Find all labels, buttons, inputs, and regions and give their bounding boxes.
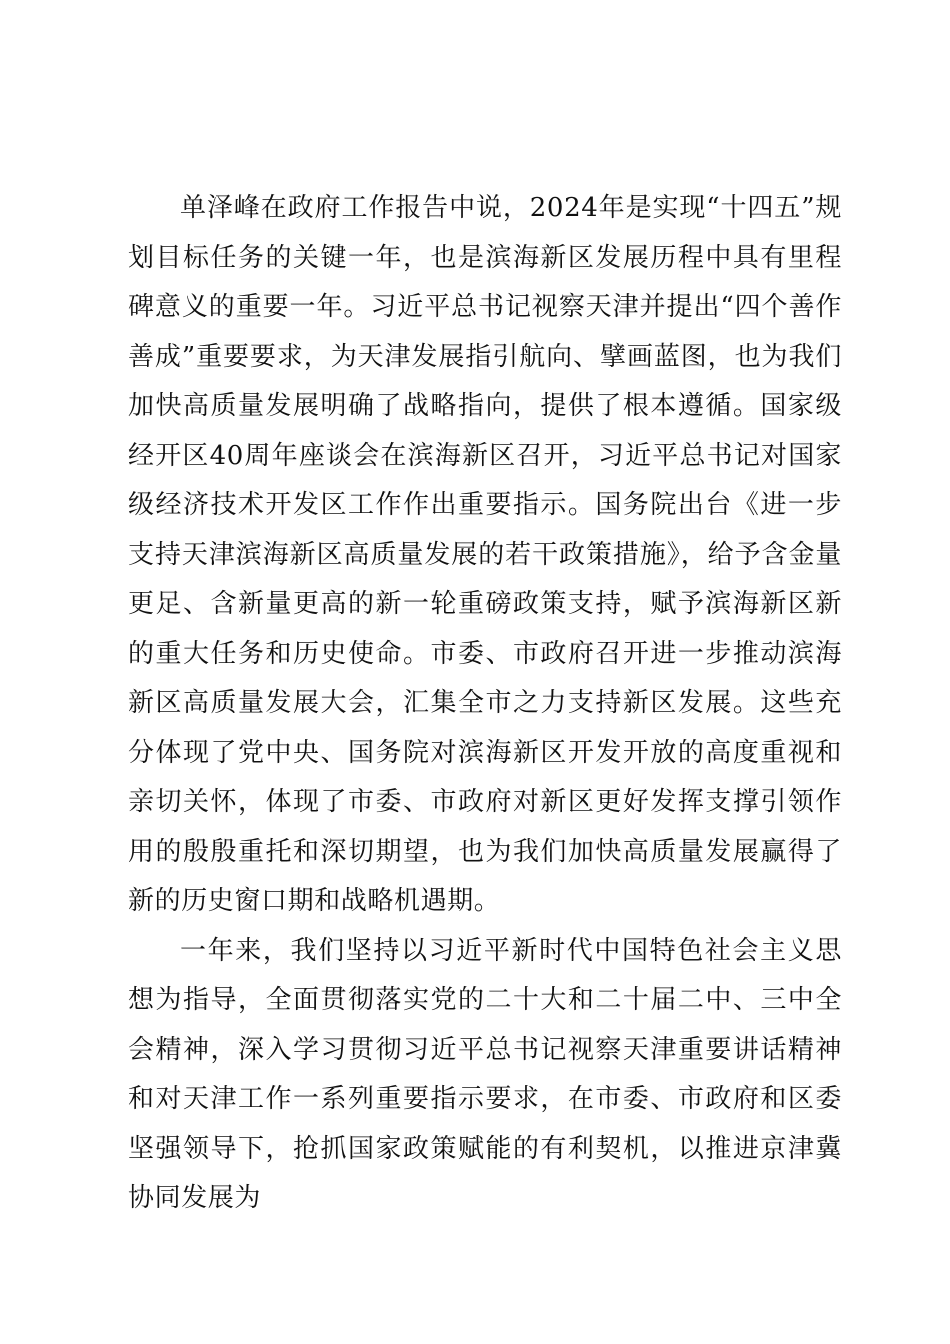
document-body bbox=[128, 184, 842, 1224]
paragraph: 单泽峰在政府工作报告中说，2024年是实现“十四五”规划目标任务的关键一年，也是滨海新区发展历程中具有里程碑意义的重要一年。习近平总书记视察天津并提出“四个善作善成”重要要求，为天津发展指引航向、擘画蓝图，也为我们加快高质量发展明确了战略指向，提供了根本遵循。国家级经开区40周年座谈会在滨海新区召开，习近平总书记对国家级经济技术开发区工作作出重要指示。国务院出台《进一步支持天津滨海新区高质量发展的若干政策措施》，给予含金量更足、含新量更高的新一轮重磅政策支持，赋予滨海新区新的重大任务和历史使命。市委、市政府召开进一步推动滨海新区高质量发展大会，汇集全市之力支持新区发展。这些充分体现了党中央、国务院对滨海新区开发开放的高度重视和亲切关怀，体现了市委、市政府对新区更好发挥支撑引领作用的殷殷重托和深切期望，也为我们加快高质量发展赢得了新的历史窗口期和战略机遇期。 bbox=[128, 193, 842, 916]
paragraph: 一年来，我们坚持以习近平新时代中国特色社会主义思想为指导，全面贯彻落实党的二十大和二十届二中、三中全会精神，深入学习贯彻习近平总书记视察天津重要讲话精神和对天津工作一系列重要指示要求，在市委、市政府和区委坚强领导下，抢抓国家政策赋能的有利契机，以推进京津冀协同发展为 bbox=[128, 935, 842, 1213]
